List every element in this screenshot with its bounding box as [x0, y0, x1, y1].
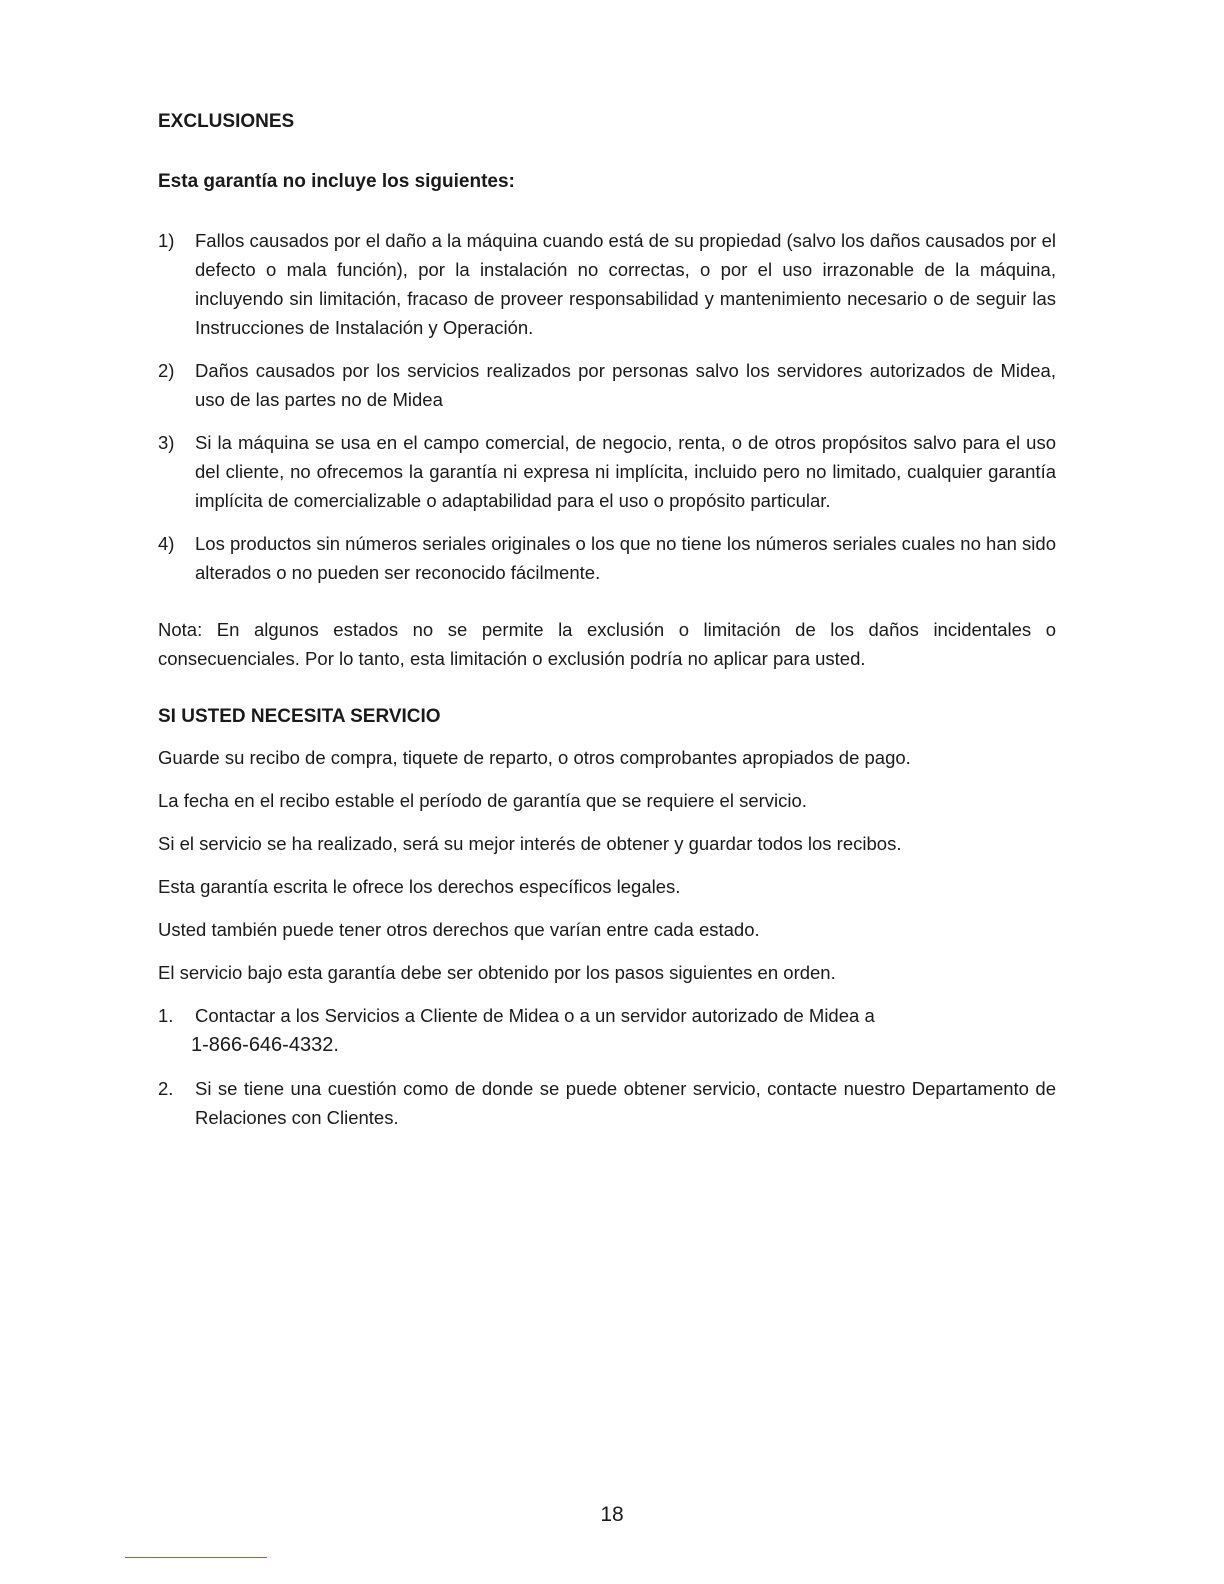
- service-heading: SI USTED NECESITA SERVICIO: [158, 706, 441, 727]
- list-item-text: Daños causados por los servicios realizados por personas salvo los servidores autorizados de Midea, uso de las partes no de Midea: [195, 360, 1056, 410]
- list-item: [158, 428, 1056, 515]
- page-number: 18: [600, 1503, 624, 1526]
- list-item: [158, 529, 1056, 587]
- list-item: [158, 356, 1056, 414]
- service-paragraph: El servicio bajo esta garantía debe ser obtenido por los pasos siguientes en orden.: [158, 962, 836, 983]
- list-item-number: 2.: [158, 1078, 174, 1099]
- phone-number: 1-866-646-4332.: [191, 1034, 339, 1056]
- exclusions-list: [158, 226, 1056, 587]
- service-paragraph: Esta garantía escrita le ofrece los derechos específicos legales.: [158, 876, 681, 897]
- list-item-number: 4): [158, 533, 175, 554]
- exclusions-heading: EXCLUSIONES: [158, 111, 295, 132]
- list-item: [158, 1074, 1056, 1132]
- list-item-number: 1): [158, 230, 175, 251]
- exclusions-subtitle: Esta garantía no incluye los siguientes:: [158, 171, 515, 192]
- list-item-number: 2): [158, 360, 175, 381]
- service-steps-list: [158, 1001, 1056, 1132]
- list-item-text: Si se tiene una cuestión como de donde se puede obtener servicio, contacte nuestro Departamento de Relaciones con Clientes.: [195, 1078, 1056, 1128]
- list-item-number: 3): [158, 432, 175, 453]
- footer-divider: [125, 1557, 267, 1558]
- service-paragraph: Si el servicio se ha realizado, será su mejor interés de obtener y guardar todos los recibos.: [158, 833, 902, 854]
- list-item-number: 1.: [158, 1005, 174, 1026]
- list-item: [158, 226, 1056, 342]
- list-item: [158, 1001, 1056, 1060]
- document-page: [158, 108, 1056, 1146]
- service-paragraph: La fecha en el recibo estable el período de garantía que se requiere el servicio.: [158, 790, 807, 811]
- list-item-text: Si la máquina se usa en el campo comercial, de negocio, renta, o de otros propósitos salvo para el uso del cliente, no ofrecemos la garantía ni expresa ni implícita, incluido pero no limitado, cualquier garantía implícita de comercializable o adaptabilidad para el uso o propósito particular.: [195, 432, 1056, 511]
- list-item-text: Los productos sin números seriales originales o los que no tiene los números seriales cuales no han sido alterados o no pueden ser reconocido fácilmente.: [195, 533, 1056, 583]
- service-paragraph: Usted también puede tener otros derechos que varían entre cada estado.: [158, 919, 760, 940]
- list-item-text: Contactar a los Servicios a Cliente de Midea o a un servidor autorizado de Midea a: [195, 1005, 875, 1026]
- service-paragraph: Guarde su recibo de compra, tiquete de reparto, o otros comprobantes apropiados de pago.: [158, 747, 911, 768]
- exclusions-note: Nota: En algunos estados no se permite la exclusión o limitación de los daños incidentales o consecuenciales. Por lo tanto, esta limitación o exclusión podría no aplicar para usted.: [158, 619, 1056, 669]
- list-item-text: Fallos causados por el daño a la máquina cuando está de su propiedad (salvo los daños causados por el defecto o mala función), por la instalación no correctas, o por el uso irrazonable de la máquina, incluyendo sin limitación, fracaso de proveer responsabilidad y mantenimiento necesario o de seguir las Instrucciones de Instalación y Operación.: [195, 230, 1056, 338]
